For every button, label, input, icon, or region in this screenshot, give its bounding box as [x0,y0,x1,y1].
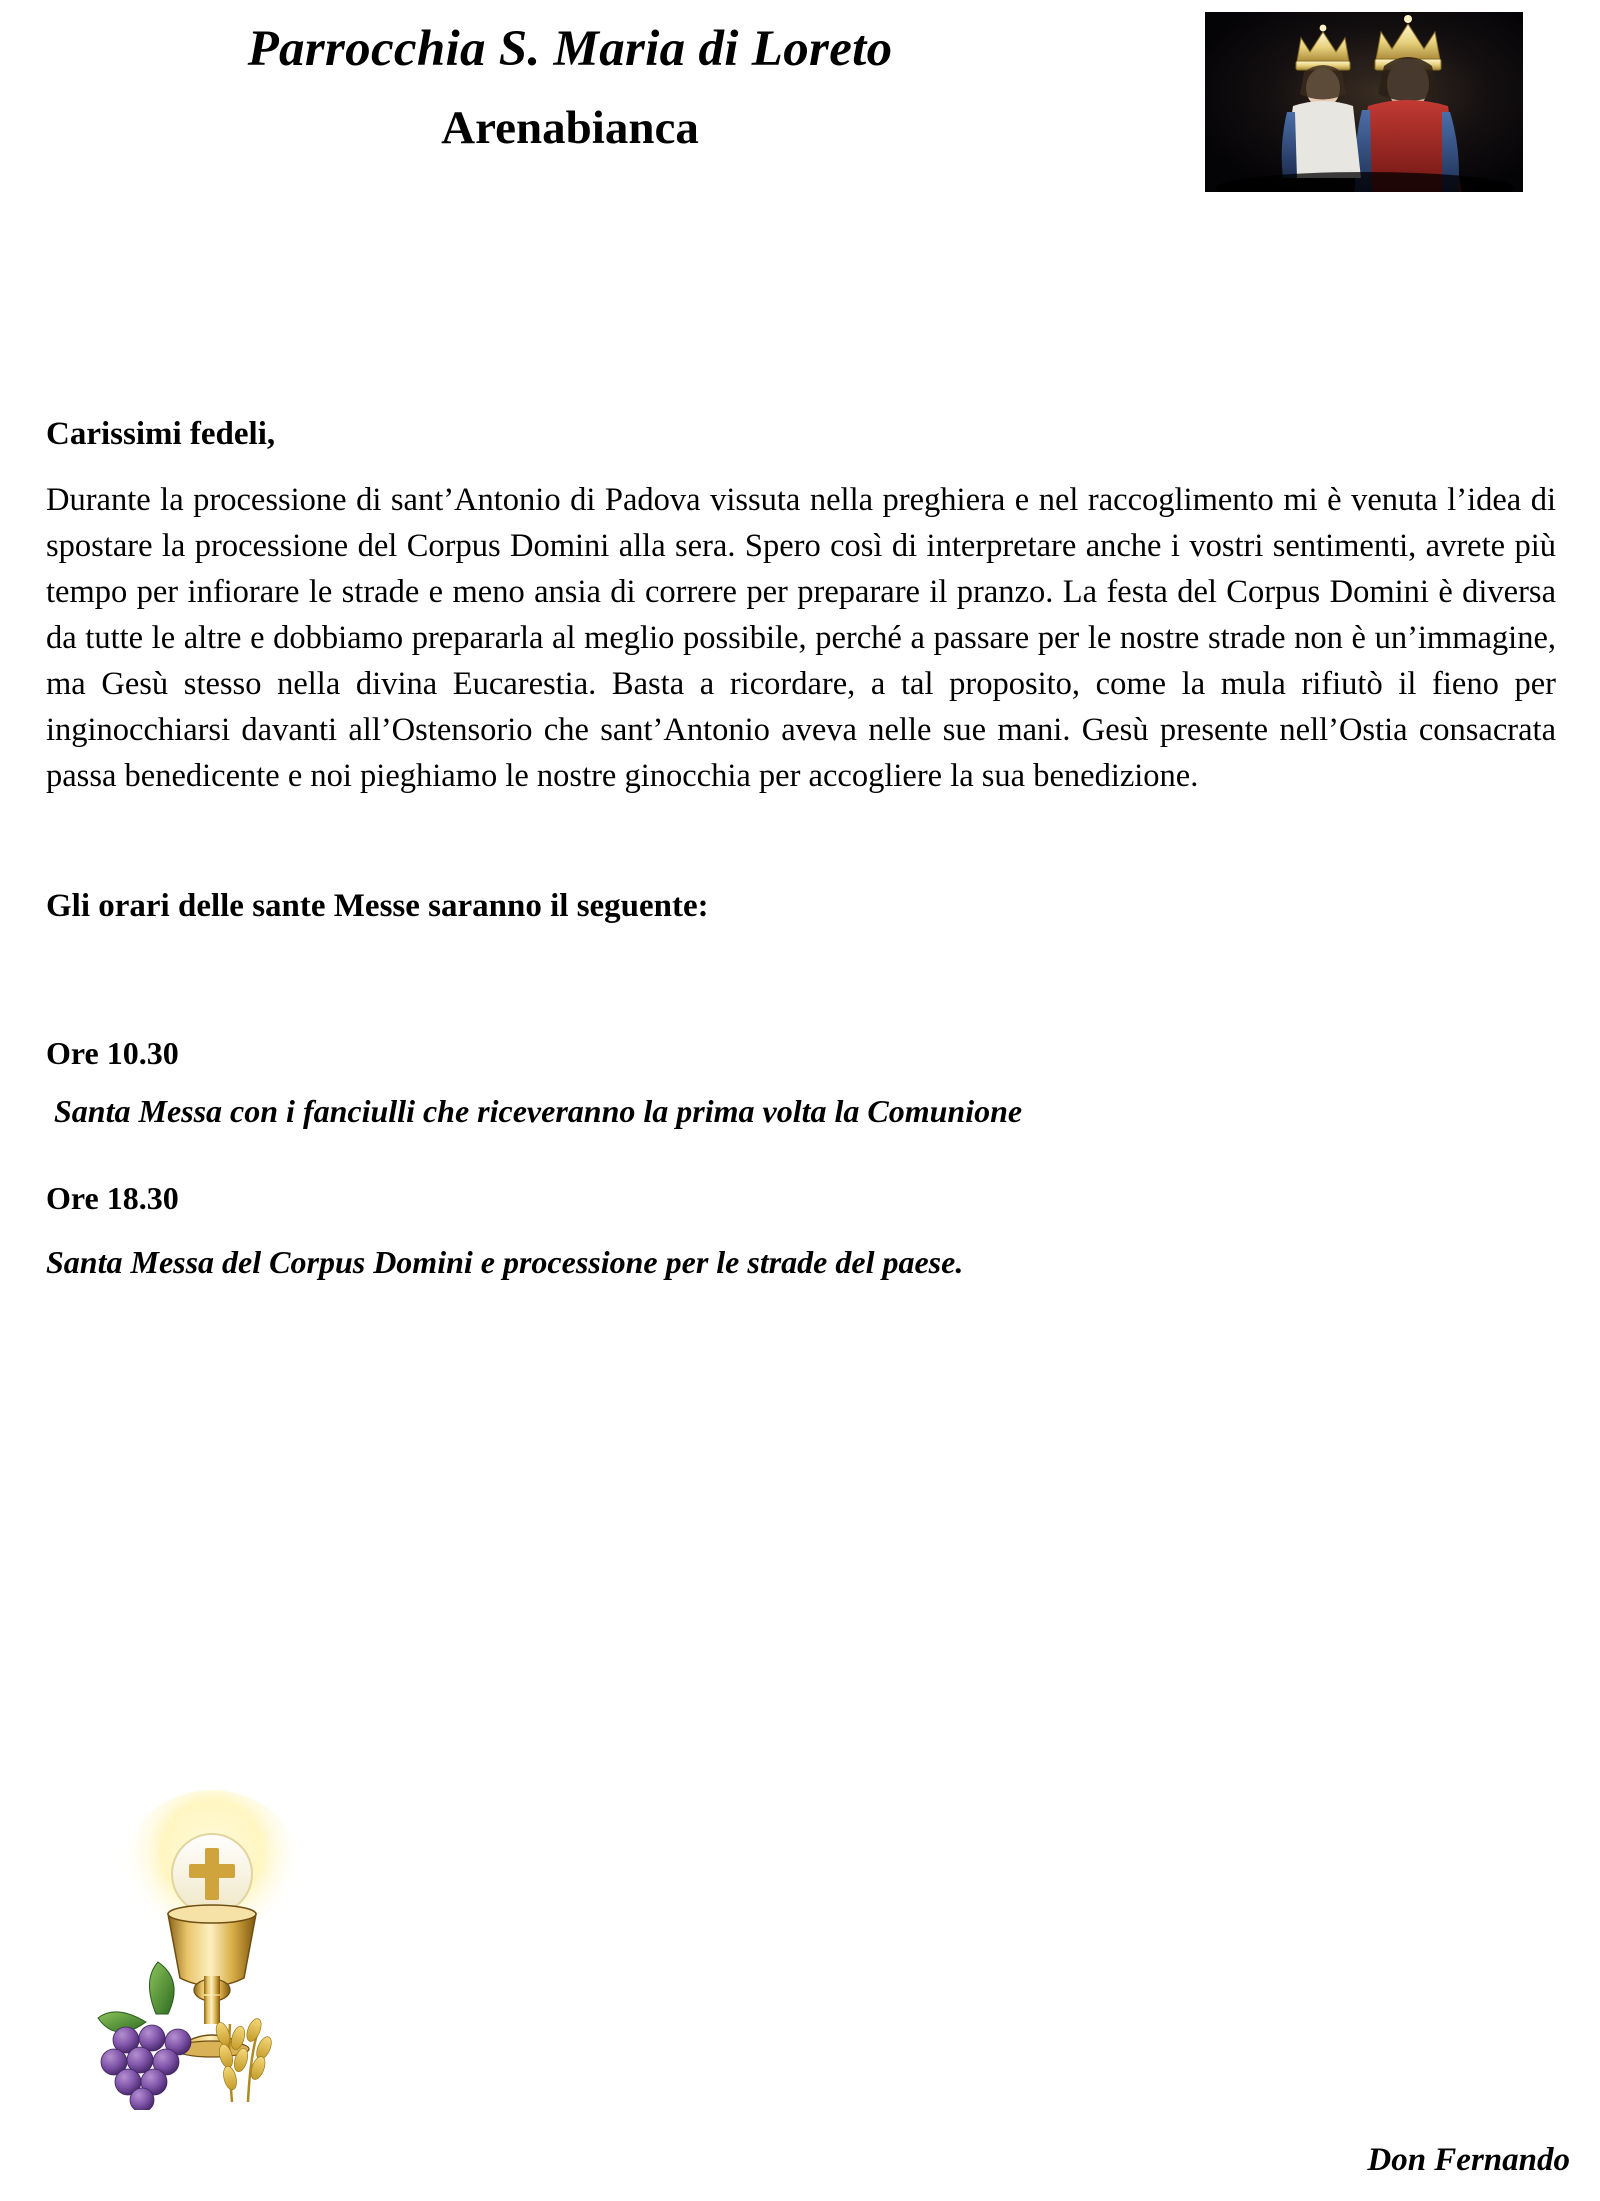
parish-title: Parrocchia S. Maria di Loreto [247,21,893,77]
mass-description-2: Santa Messa del Corpus Domini e processione per le strade del paese. [46,1244,964,1281]
schedule-heading: Gli orari delle sante Messe saranno il seguente: [46,887,709,924]
document-body [0,415,1600,1284]
chalice-grapes-wheat-image [72,1790,352,2110]
parish-subtitle: Arenabianca [441,101,699,154]
letter-body: Durante la processione di sant’Antonio di Padova vissuta nella preghiera e nel raccoglimento mi è venuta l’idea di spostare la processione del Corpus Domini alla sera. Spero così di interpretare anche i vostri sentimenti, avrete più tempo per infiorare le strade e meno ansia di correre per preparare il pranzo. La festa del Corpus Domini è diversa da tutte le altre e dobbiamo prepararla al meglio possibile, perché a passare per le nostre strade non è un’immagine, ma Gesù stesso nella divina Eucarestia. Basta a ricordare, a tal proposito, come la mula rifiutò il fieno per inginocchiarsi davanti all’Ostensorio che sant’Antonio aveva nelle sue mani. Gesù presente nell’Ostia consacrata passa benedicente e noi pieghiamo le nostre ginocchia per accogliere la sua benedizione. [46,481,1556,795]
signature: Don Fernando [1367,2142,1570,2178]
title-block [0,18,1130,162]
madonna-statue-photo [1205,12,1523,192]
document-header [0,0,1600,265]
mass-description-1: Santa Messa con i fanciulli che riceveranno la prima volta la Comunione [54,1093,1023,1130]
mass-time-2: Ore 18.30 [46,1179,179,1216]
mass-time-1: Ore 10.30 [46,1034,179,1071]
salutation: Carissimi fedeli, [46,416,276,452]
